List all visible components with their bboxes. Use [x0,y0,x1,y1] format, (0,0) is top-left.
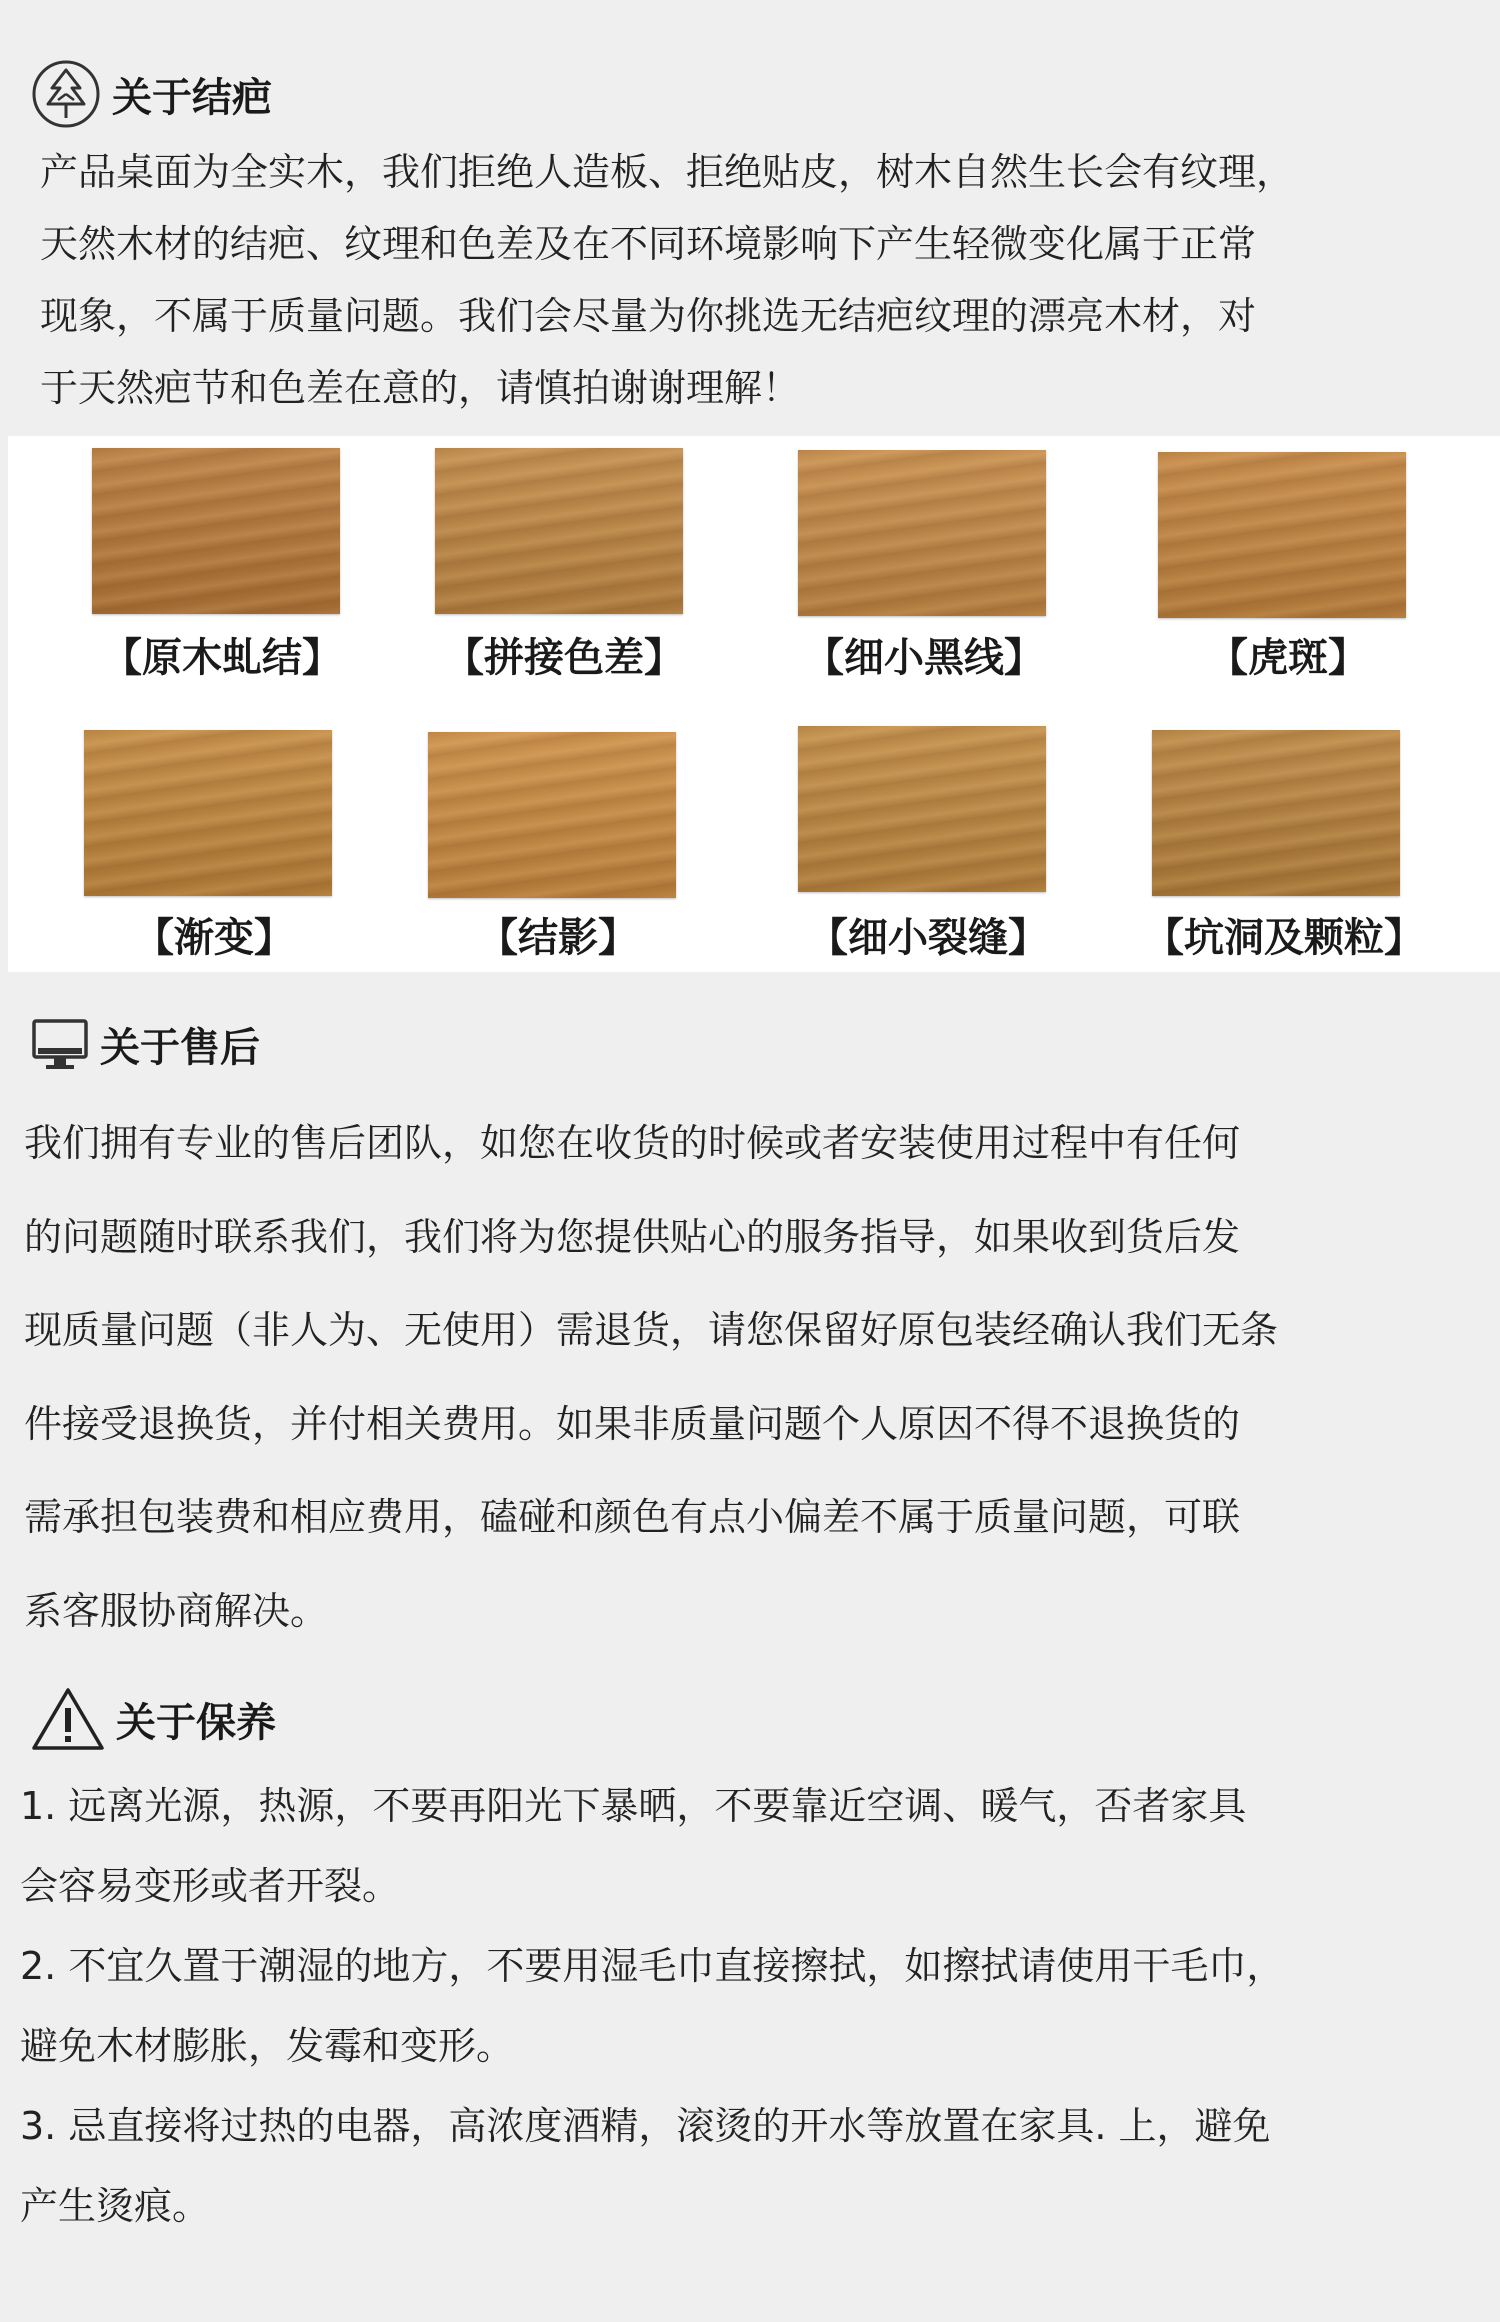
care-line: 产生烫痕。 [20,2184,211,2228]
aftersale-line: 系客服协商解决。 [24,1588,329,1633]
care-line: 1. 远离光源，热源，不要再阳光下暴晒，不要靠近空调、暖气，否者家具 [20,1784,1247,1828]
wood-swatch-image [1152,730,1400,896]
knots-line: 于天然疤节和色差在意的，请慎拍谢谢理解！ [40,366,801,410]
aftersale-line: 的问题随时联系我们，我们将为您提供贴心的服务指导，如果收到货后发 [24,1214,1241,1259]
knots-description [40,136,1480,424]
knots-line: 现象，不属于质量问题。我们会尽量为你挑选无结疤纹理的漂亮木材，对 [40,294,1257,338]
care-section-header [30,1686,276,1752]
tree-icon [30,58,102,130]
aftersale-description [24,1097,1494,1658]
wood-swatch-panel [8,436,1500,972]
knots-section-header [30,58,272,130]
wood-swatch-label: 【虎斑】 [1208,635,1368,681]
aftersale-section-header [30,1016,260,1073]
wood-swatch-image [1158,452,1406,618]
wood-swatch-image [92,448,340,614]
knots-line: 天然木材的结疤、纹理和色差及在不同环境影响下产生轻微变化属于正常 [40,222,1257,266]
wood-swatch-label: 【坑洞及颗粒】 [1144,915,1424,961]
wood-swatch-label: 【渐变】 [134,915,294,961]
warning-icon [30,1686,106,1752]
wood-swatch-label: 【细小裂缝】 [808,915,1048,961]
aftersale-line: 件接受退换货，并付相关费用。如果非质量问题个人原因不得不退换货的 [24,1401,1241,1446]
wood-swatch-image [435,448,683,614]
care-line: 避免木材膨胀，发霉和变形。 [20,2024,515,2068]
wood-swatch-label: 【拼接色差】 [444,635,684,681]
aftersale-line: 需承担包装费和相应费用，磕碰和颜色有点小偏差不属于质量问题，可联 [24,1495,1241,1539]
aftersale-line: 我们拥有专业的售后团队，如您在收货的时候或者安装使用过程中有任何 [24,1121,1241,1165]
wood-swatch-label: 【细小黑线】 [804,635,1044,681]
aftersale-title: 关于售后 [100,1025,260,1071]
aftersale-line: 现质量问题（非人为、无使用）需退货，请您保留好原包装经确认我们无条 [24,1308,1279,1352]
care-description [20,1766,1490,2246]
wood-swatch-image [84,730,332,896]
wood-swatch-label: 【结影】 [478,915,638,961]
monitor-icon [30,1017,90,1073]
knots-line: 产品桌面为全实木，我们拒绝人造板、拒绝贴皮，树木自然生长会有纹理， [40,150,1295,194]
care-title: 关于保养 [116,1699,276,1746]
wood-swatch-label: 【原木虬结】 [102,635,342,681]
wood-swatch-image [798,726,1046,892]
care-line: 3. 忌直接将过热的电器，高浓度酒精，滚烫的开水等放置在家具. 上，避免 [20,2104,1271,2148]
care-line: 会容易变形或者开裂。 [20,1864,401,1908]
care-line: 2. 不宜久置于潮湿的地方，不要用湿毛巾直接擦拭，如擦拭请使用干毛巾， [20,1944,1285,1988]
wood-swatch-image [428,732,676,898]
knots-title: 关于结疤 [112,74,272,121]
wood-swatch-image [798,450,1046,616]
